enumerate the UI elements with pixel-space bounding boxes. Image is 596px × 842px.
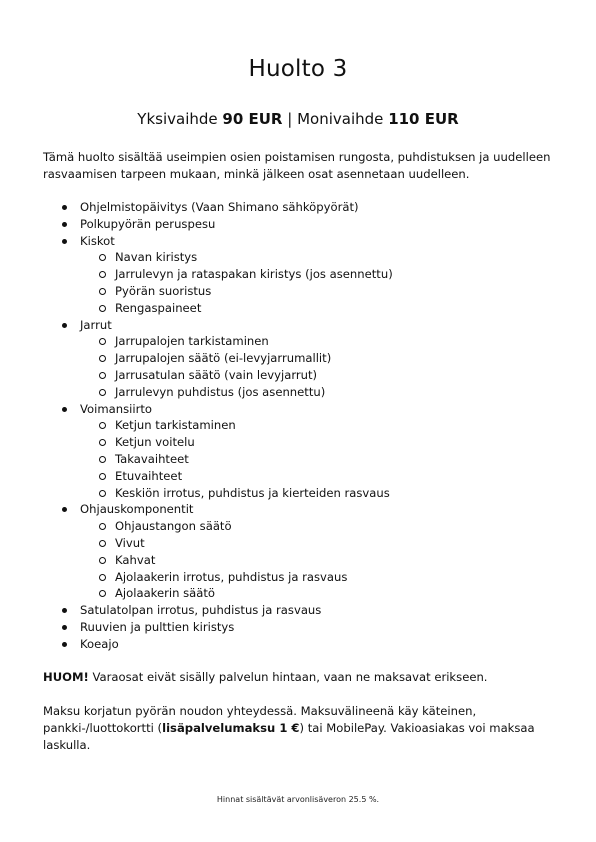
- service-subitem: Ajolaakerin irrotus, puhdistus ja rasvaus: [43, 569, 558, 586]
- service-item: Voimansiirto: [43, 401, 558, 418]
- service-subitem: Navan kiristys: [43, 249, 558, 266]
- service-item: Kiskot: [43, 233, 558, 250]
- service-item: Ohjelmistopäivitys (Vaan Shimano sähköpyörät): [43, 199, 558, 216]
- single-speed-price: 90 EUR: [222, 110, 283, 128]
- service-subitem: Ketjun voitelu: [43, 434, 558, 451]
- notice-text: Varaosat eivät sisälly palvelun hintaan, vaan ne maksavat erikseen.: [88, 670, 488, 684]
- multi-speed-price: 110 EUR: [388, 110, 459, 128]
- service-item: Ohjauskomponentit: [43, 501, 558, 518]
- single-speed-label: Yksivaihde: [137, 110, 218, 128]
- service-item: Ruuvien ja pulttien kiristys: [43, 619, 558, 636]
- service-subitem: Jarrusatulan säätö (vain levyjarrut): [43, 367, 558, 384]
- service-item: Jarrut: [43, 317, 558, 334]
- payment-paragraph: [43, 703, 538, 753]
- service-subitem: Etuvaihteet: [43, 468, 558, 485]
- service-subitem: Rengaspaineet: [43, 300, 558, 317]
- payment-text-after: ) tai MobilePay. Vakioasiakas voi maksaa laskulla.: [43, 720, 535, 752]
- price-separator: |: [287, 110, 293, 128]
- service-subitem: Pyörän suoristus: [43, 283, 558, 300]
- service-list: [43, 199, 558, 653]
- payment-fee: lisäpalvelumaksu 1 €: [162, 720, 300, 735]
- service-subitem: Jarrupalojen säätö (ei-levyjarrumallit): [43, 350, 558, 367]
- notice-paragraph: [43, 669, 558, 686]
- service-subitem: Jarrupalojen tarkistaminen: [43, 333, 558, 350]
- service-item: Koeajo: [43, 636, 558, 653]
- service-subitem: Jarrulevyn puhdistus (jos asennettu): [43, 384, 558, 401]
- payment-text-before: Maksu korjatun pyörän noudon yhteydessä. Maksuvälineenä käy käteinen, pankki-/luottokortti (: [43, 704, 477, 735]
- service-subitem: Ajolaakerin säätö: [43, 585, 558, 602]
- service-subitem: Vivut: [43, 535, 558, 552]
- service-subitem: Keskiön irrotus, puhdistus ja kierteiden rasvaus: [43, 485, 558, 502]
- service-subitem: Ketjun tarkistaminen: [43, 417, 558, 434]
- service-subitem: Kahvat: [43, 552, 558, 569]
- service-item: Polkupyörän peruspesu: [43, 216, 558, 233]
- intro-paragraph: Tämä huolto sisältää useimpien osien poistamisen rungosta, puhdistuksen ja uudelleen rasvaamisen tarpeen mukaan, minkä jälkeen osat asennetaan uudelleen.: [43, 150, 551, 181]
- service-subitem: Ohjaustangon säätö: [43, 518, 558, 535]
- service-subitem: Takavaihteet: [43, 451, 558, 468]
- price-line: [0, 110, 596, 128]
- service-subitem: Jarrulevyn ja rataspakan kiristys (jos asennettu): [43, 266, 558, 283]
- page-title: Huolto 3: [248, 56, 348, 82]
- vat-footnote: Hinnat sisältävät arvonlisäveron 25.5 %.: [216, 795, 380, 804]
- notice-label: HUOM!: [43, 670, 89, 684]
- service-item: Satulatolpan irrotus, puhdistus ja rasvaus: [43, 602, 558, 619]
- multi-speed-label: Monivaihde: [297, 110, 384, 128]
